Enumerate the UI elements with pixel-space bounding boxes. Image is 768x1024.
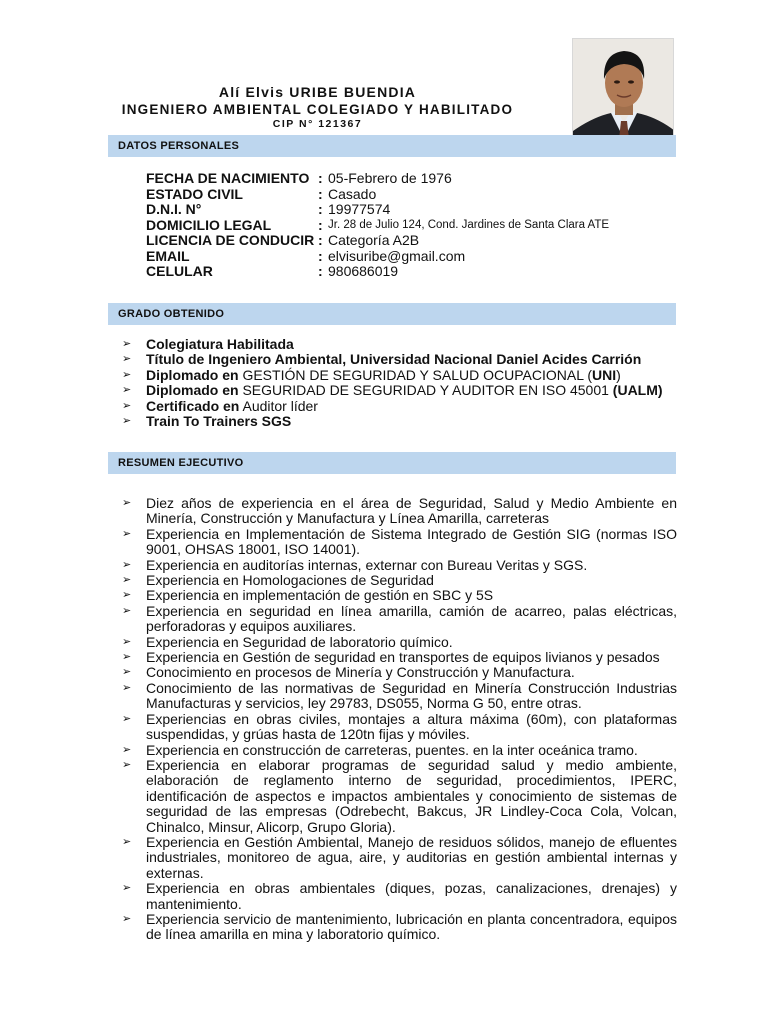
grado-list: [122, 337, 663, 429]
list-item: [122, 635, 677, 650]
personal-row-dni: D.N.I. N° : 19977574: [146, 201, 391, 217]
arrow-bullet-icon: ➢: [122, 635, 132, 648]
summary-text: Experiencia en auditorías internas, externar con Bureau Veritas y SGS.: [146, 556, 588, 573]
resumen-list: [122, 496, 677, 943]
list-item: [122, 604, 677, 635]
arrow-bullet-icon: ➢: [122, 399, 132, 412]
arrow-bullet-icon: ➢: [122, 604, 132, 617]
list-item: [122, 558, 677, 573]
arrow-bullet-icon: ➢: [122, 882, 132, 895]
personal-row-license: LICENCIA DE CONDUCIR : Categoría A2B: [146, 232, 420, 248]
cip-number: CIP N° 121367: [272, 118, 363, 130]
list-item: ➢ Título de Ingeniero Ambiental, Universidad Nacional Daniel Acides Carrión: [122, 351, 642, 368]
email-link[interactable]: elvisuribe@gmail.com: [328, 247, 466, 264]
summary-text: Conocimiento en procesos de Minería y Construcción y Manufactura.: [146, 664, 575, 681]
section-header-personal: DATOS PERSONALES: [108, 135, 676, 157]
list-item: ➢ Certificado en Auditor líder: [122, 397, 318, 414]
personal-data: [146, 171, 609, 280]
summary-text: Experiencia servicio de mantenimiento, lubricación en planta concentradora, equipos de línea amarilla en mina y laboratorio químico.: [146, 910, 677, 943]
summary-text: Experiencia en seguridad en línea amarilla, camión de acarreo, palas eléctricas, perforadoras y equipos auxiliares.: [146, 602, 677, 635]
field-value: 19977574: [328, 201, 391, 217]
person-portrait-icon: [573, 39, 674, 148]
field-label: D.N.I. N°: [146, 201, 202, 217]
section-header-resumen: RESUMEN EJECUTIVO: [108, 452, 676, 474]
list-item: [122, 496, 677, 527]
summary-text: Experiencia en construcción de carreteras, puentes. en la inter oceánica tramo.: [146, 741, 638, 758]
list-item: ➢ Diplomado en GESTIÓN DE SEGURIDAD Y SALUD OCUPACIONAL (UNI): [122, 366, 621, 383]
summary-text: Experiencia en Gestión Ambiental, Manejo de residuos sólidos, manejo de efluentes industriales, monitoreo de agua, aire, y auditorias en gestión ambiental internas y externas.: [146, 833, 677, 881]
list-item: [122, 758, 677, 835]
arrow-bullet-icon: ➢: [122, 912, 132, 925]
section-header-grado: GRADO OBTENIDO: [108, 303, 676, 325]
arrow-bullet-icon: ➢: [122, 758, 132, 771]
list-item: [122, 527, 677, 558]
summary-text: Experiencia en elaborar programas de seguridad salud y medio ambiente, elaboración de reglamento interno de seguridad, procedimientos, IPERC, identificación de aspectos e impactos ambientales y conocimiento de sistemas de seguridad de las empresas (Odrebecht, Bakcus, JR Lindley-Coca Cola, Volcan, Chinalco, Minsur, Alicorp, Grupo Gloria).: [146, 756, 677, 835]
arrow-bullet-icon: ➢: [122, 558, 132, 571]
list-item: [122, 650, 677, 665]
list-item: [122, 835, 677, 881]
arrow-bullet-icon: ➢: [122, 353, 132, 366]
list-item: [122, 665, 677, 680]
profession-title: INGENIERO AMBIENTAL COLEGIADO Y HABILITADO: [121, 102, 514, 117]
list-item: [122, 743, 677, 758]
list-item: [122, 881, 677, 912]
field-label: DOMICILIO LEGAL: [146, 216, 272, 233]
list-item: ➢ Train To Trainers SGS: [122, 413, 292, 430]
field-label: CELULAR: [146, 263, 213, 279]
header: [0, 84, 635, 131]
summary-text: Experiencia en Implementación de Sistema Integrado de Gestión SIG (normas ISO 9001, OHSAS 18001, ISO 14001).: [146, 525, 677, 558]
arrow-bullet-icon: ➢: [122, 835, 132, 848]
person-name: Alí Elvis URIBE BUENDIA: [218, 84, 417, 100]
field-label: LICENCIA DE CONDUCIR: [146, 232, 315, 248]
field-value: Casado: [328, 185, 377, 202]
summary-text: Diez años de experiencia en el área de Seguridad, Salud y Medio Ambiente en Minería, Construcción y Manufactura y Línea Amarilla, carreteras: [146, 495, 677, 527]
personal-row-birthdate: FECHA DE NACIMIENTO : 05-Febrero de 1976: [146, 170, 452, 186]
list-item: ➢ Colegiatura Habilitada: [122, 336, 294, 352]
field-value: 980686019: [328, 263, 399, 279]
arrow-bullet-icon: ➢: [122, 497, 132, 509]
summary-text: Experiencia en Seguridad de laboratorio químico.: [146, 633, 453, 650]
arrow-bullet-icon: ➢: [122, 589, 132, 602]
profile-photo: [572, 38, 674, 148]
list-item: [122, 588, 677, 603]
summary-text: Conocimiento de las normativas de Seguridad en Minería Construcción Industrias Manufacturas y servicios, ley 29783, DS055, Norma G 50, entre otras.: [146, 679, 677, 712]
personal-row-email: EMAIL : elvisuribe@gmail.com: [146, 247, 466, 264]
personal-row-address: DOMICILIO LEGAL : Jr. 28 de Julio 124, Cond. Jardines de Santa Clara ATE: [146, 216, 610, 233]
personal-row-civil-status: ESTADO CIVIL : Casado: [146, 185, 377, 202]
field-value: Categoría A2B: [328, 232, 420, 248]
arrow-bullet-icon: ➢: [122, 415, 132, 428]
list-item: [122, 573, 677, 588]
arrow-bullet-icon: ➢: [122, 666, 132, 679]
arrow-bullet-icon: ➢: [122, 574, 132, 587]
summary-text: Experiencia en Gestión de seguridad en transportes de equipos livianos y pesados: [146, 649, 660, 666]
field-label: ESTADO CIVIL: [146, 185, 243, 202]
arrow-bullet-icon: ➢: [122, 368, 132, 381]
personal-row-phone: CELULAR : 980686019: [146, 263, 399, 279]
summary-text: Experiencia en obras ambientales (diques, pozas, canalizaciones, drenajes) y mantenimiento.: [146, 880, 677, 912]
arrow-bullet-icon: ➢: [122, 384, 132, 397]
field-value: 05-Febrero de 1976: [328, 170, 452, 186]
summary-text: Experiencia en Homologaciones de Seguridad: [146, 572, 434, 589]
arrow-bullet-icon: ➢: [122, 743, 132, 756]
summary-text: Experiencia en implementación de gestión en SBC y 5S: [146, 587, 494, 604]
summary-text: Experiencias en obras civiles, montajes a altura máxima (60m), con plataformas suspendidas, y grúas hasta de 120tn fijas y móviles.: [146, 710, 677, 743]
field-label: EMAIL: [146, 247, 190, 264]
arrow-bullet-icon: ➢: [122, 681, 132, 694]
list-item: [122, 681, 677, 712]
arrow-bullet-icon: ➢: [122, 712, 132, 725]
arrow-bullet-icon: ➢: [122, 527, 132, 540]
list-item: ➢ Diplomado en SEGURIDAD DE SEGURIDAD Y AUDITOR EN ISO 45001 (UALM): [122, 382, 663, 399]
field-value: Jr. 28 de Julio 124, Cond. Jardines de Santa Clara ATE: [328, 218, 610, 231]
field-label: FECHA DE NACIMIENTO: [146, 170, 310, 186]
arrow-bullet-icon: ➢: [122, 338, 132, 350]
arrow-bullet-icon: ➢: [122, 651, 132, 664]
list-item: [122, 912, 677, 943]
list-item: [122, 712, 677, 743]
